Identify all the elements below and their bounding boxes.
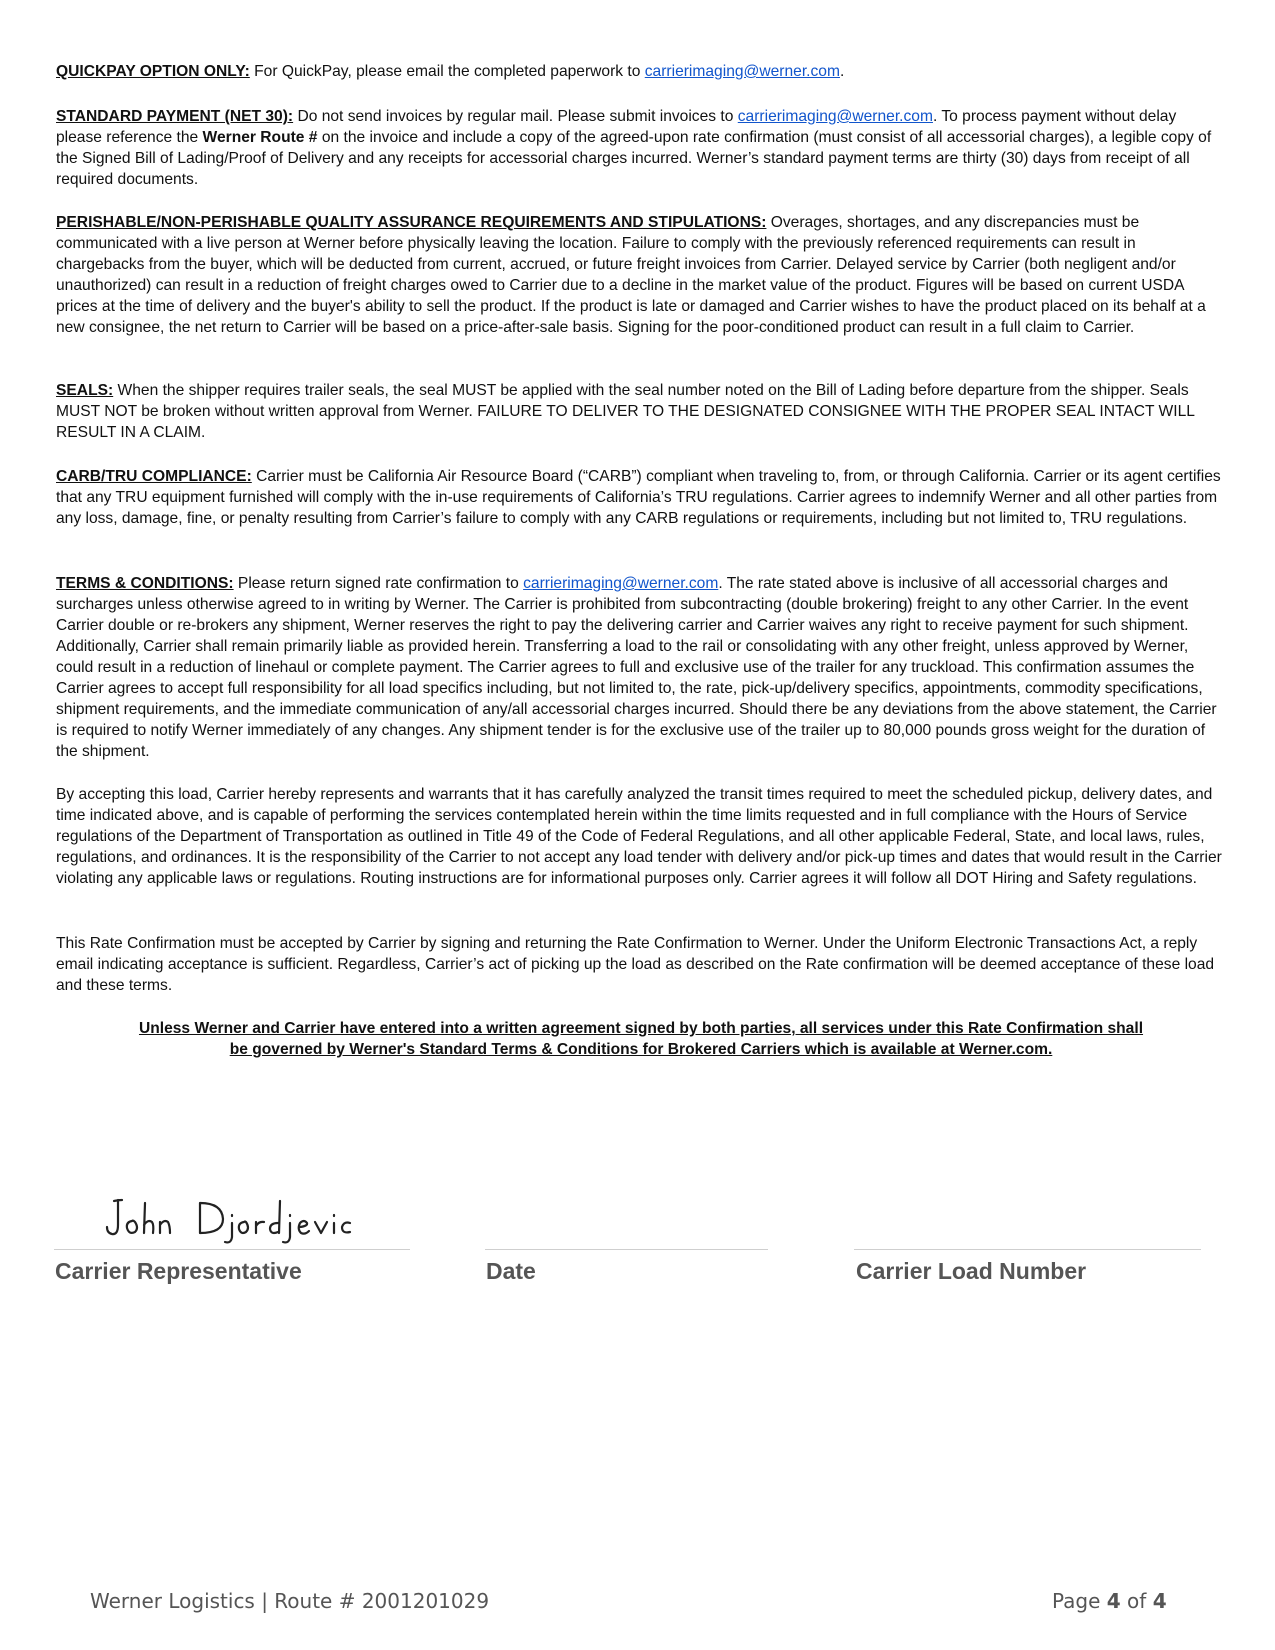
accepting-section bbox=[56, 784, 1226, 889]
terms-email-link[interactable]: carrierimaging@werner.com bbox=[523, 575, 719, 592]
carrier-load-number-label: Carrier Load Number bbox=[856, 1258, 1087, 1284]
standard-payment-heading: STANDARD PAYMENT (NET 30): bbox=[56, 108, 294, 125]
accepting-text: By accepting this load, Carrier hereby represents and warrants that it has carefully analyzed the transit times required to meet the scheduled pickup, delivery dates, and time indicated above, and is capable of performing the services contemplated herein within the time limits requested and in full compliance with the Hours of Service regulations of the Department of Transportation as outlined in Title 49 of the Code of Federal Regulations, and all other applicable Federal, State, and local laws, rules, regulations, and ordinances. It is the responsibility of the Carrier to not accept any load tender with delivery and/or pick-up times and dates that would result in the Carrier violating any applicable laws or regulations. Routing instructions are for informational purposes only. Carrier agrees it will follow all DOT Hiring and Safety regulations. bbox=[56, 786, 1222, 887]
closing-statement-line-2: be governed by Werner's Standard Terms & Conditions for Brokered Carriers which is available at Werner.com. bbox=[229, 1041, 1053, 1058]
standard-payment-text-3: on the invoice and include a copy of the agreed-upon rate confirmation (must consist of all accessorial charges), a legible copy of the Signed Bill of Lading/Proof of Delivery and any receipts for accessorial charges incurred. Werner’s standard payment terms are thirty (30) days from receipt of all required documents. bbox=[56, 129, 1212, 188]
page-total: 4 bbox=[1152, 1589, 1167, 1613]
terms-section bbox=[56, 573, 1226, 762]
closing-statement-line-1: Unless Werner and Carrier have entered into a written agreement signed by both parties, all services under this Rate Confirmation shall bbox=[138, 1020, 1144, 1037]
page-middle: of bbox=[1120, 1589, 1153, 1613]
quickpay-section bbox=[56, 61, 1226, 82]
perishable-text: Overages, shortages, and any discrepancies must be communicated with a live person at Werner before physically leaving the location. Failure to comply with the previously referenced requirements can result in chargebacks from the buyer, which will be deducted from current, accrued, or future freight invoices from Carrier. Delayed service by Carrier (both negligent and/or unauthorized) can result in a reduction of freight charges owed to Carrier due to a decline in the market value of the product. Figures will be based on current USDA prices at the time of delivery and the buyer's ability to sell the product. If the product is late or damaged and Carrier wishes to have the product placed on its behalf at a new consignee, the net return to Carrier will be based on a price-after-sale basis. Signing for the poor-conditioned product can result in a full claim to Carrier. bbox=[56, 214, 1206, 336]
perishable-section bbox=[56, 212, 1226, 338]
carrier-representative-label: Carrier Representative bbox=[55, 1258, 302, 1284]
seals-text: When the shipper requires trailer seals, the seal MUST be applied with the seal number noted on the Bill of Lading before departure from the shipper. Seals MUST NOT be broken without written approval from Werner. FAILURE TO DELIVER TO THE DESIGNATED CONSIGNEE WITH THE PROPER SEAL INTACT WILL RESULT IN A CLAIM. bbox=[56, 382, 1195, 441]
rate-confirmation-section bbox=[56, 933, 1226, 996]
footer-page-number bbox=[1052, 1589, 1167, 1613]
quickpay-after: . bbox=[839, 63, 845, 80]
perishable-heading: PERISHABLE/NON-PERISHABLE QUALITY ASSURANCE REQUIREMENTS AND STIPULATIONS: bbox=[56, 214, 767, 231]
seals-section bbox=[56, 380, 1226, 443]
date-label: Date bbox=[486, 1258, 536, 1284]
quickpay-email-link[interactable]: carrierimaging@werner.com bbox=[644, 63, 840, 80]
page-prefix: Page bbox=[1052, 1589, 1107, 1613]
carb-heading: CARB/TRU COMPLIANCE: bbox=[56, 468, 252, 485]
rate-confirmation-text: This Rate Confirmation must be accepted by Carrier by signing and returning the Rate Confirmation to Werner. Under the Uniform Electronic Transactions Act, a reply email indicating acceptance is sufficient. Regardless, Carrier’s act of picking up the load as described on the Rate confirmation will be deemed acceptance of these load and these terms. bbox=[56, 935, 1215, 994]
carrier-load-number-line bbox=[854, 1249, 1201, 1250]
terms-text-2: . The rate stated above is inclusive of all accessorial charges and surcharges unless otherwise agreed to in writing by Werner. The Carrier is prohibited from subcontracting (double brokering) freight to any other Carrier. In the event Carrier double or re-brokers any shipment, Werner reserves the right to pay the delivering carrier and Carrier waives any right to receive payment for such shipment. Additionally, Carrier shall remain primarily liable as provided herein. Transferring a load to the rail or consolidating with any other freight, unless approved by Werner, could result in a reduction of linehaul or complete payment. The Carrier agrees to full and exclusive use of the trailer for any truckload. This confirmation assumes the Carrier agrees to accept full responsibility for all load specifics including, but not limited to, the rate, pick-up/delivery specifics, appointments, commodity specifications, shipment requirements, and the immediate communication of any/all accessorial charges incurred. Should there be any deviations from the above statement, the Carrier is required to notify Werner immediately of any changes. Any shipment tender is for the exclusive use of the trailer up to 80,000 pounds gross weight for the duration of the shipment. bbox=[56, 575, 1217, 760]
page-current: 4 bbox=[1106, 1589, 1121, 1613]
terms-heading: TERMS & CONDITIONS: bbox=[56, 575, 234, 592]
date-line bbox=[485, 1249, 768, 1250]
standard-payment-email-link[interactable]: carrierimaging@werner.com bbox=[737, 108, 933, 125]
handwritten-signature bbox=[104, 1195, 384, 1247]
seals-heading: SEALS: bbox=[56, 382, 114, 399]
carb-text: Carrier must be California Air Resource Board (“CARB”) compliant when traveling to, from, or through California. Carrier or its agent certifies that any TRU equipment furnished will comply with the in-use requirements of California’s TRU regulations. Carrier agrees to indemnify Werner and all other parties from any loss, damage, fine, or penalty resulting from Carrier’s failure to comply with any CARB regulations or requirements, including but not limited to, TRU regulations. bbox=[56, 468, 1221, 527]
carb-section bbox=[56, 466, 1226, 529]
quickpay-heading: QUICKPAY OPTION ONLY: bbox=[56, 63, 250, 80]
standard-payment-text-1: Do not send invoices by regular mail. Please submit invoices to bbox=[293, 108, 738, 125]
carrier-representative-line bbox=[54, 1249, 410, 1250]
werner-route-label: Werner Route # bbox=[202, 129, 318, 146]
quickpay-text: For QuickPay, please email the completed paperwork to bbox=[249, 63, 645, 80]
standard-payment-section bbox=[56, 106, 1226, 190]
terms-text-1: Please return signed rate confirmation to bbox=[233, 575, 524, 592]
footer-route: Werner Logistics | Route # 2001201029 bbox=[90, 1589, 490, 1613]
standard-payment-text-2: . To process payment without delay please reference the bbox=[56, 108, 1177, 146]
